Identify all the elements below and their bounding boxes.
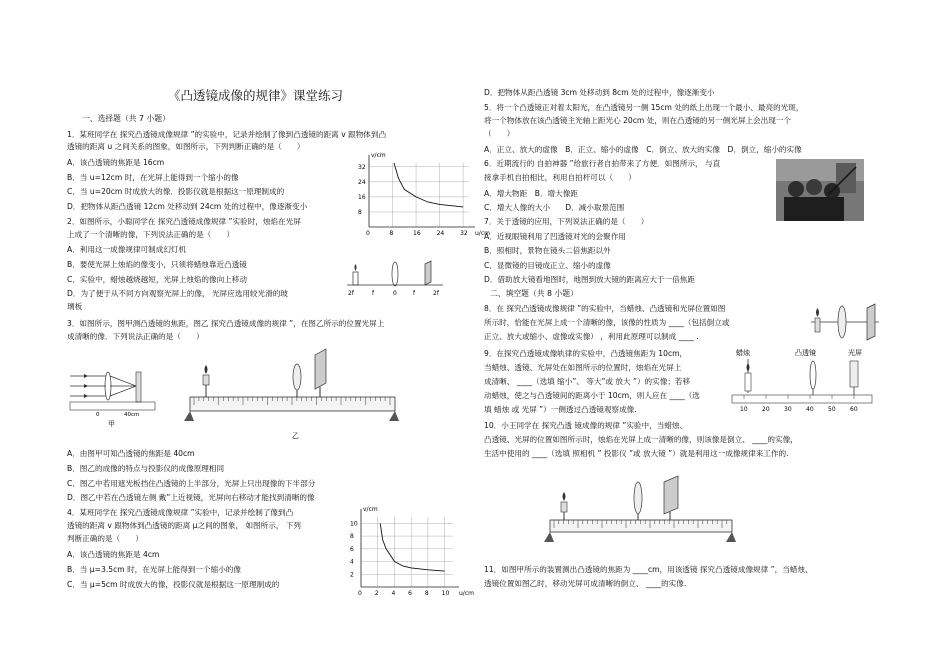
q9-line: 成清晰、 ____（选填 缩小”、 等大”或 放大 ”）的实像；若移 (484, 377, 691, 386)
y-axis-label: v/cm (371, 152, 386, 159)
svg-text:2f: 2f (348, 290, 354, 297)
q5-line: 将一个物体放在该凸透镜主光轴上距光心 20cm 处，则在凸透镜的另一侧光屏上会出现一个 (484, 116, 792, 125)
q8-figure (807, 300, 882, 342)
x-tick-label: 6 (408, 590, 413, 597)
section-fill-heading: 二、填空题（共 8 小题） (490, 289, 578, 298)
q11-line: 11．如图甲所示的装置测出凸透镜的焦距为 ____cm，用该透镜 探究凸透镜成像规律 ”，当蜡烛、 (484, 565, 813, 574)
y-tick-label: 8 (358, 208, 362, 216)
q8-line: 正立、放大或缩小、虚像或实像） ，利用此原理可以制成 ____ . (484, 332, 699, 341)
q5-line: 5．将一个凸透镜正对着太阳光，在凸透镜另一侧 15cm 处的纸上出现一个最小、最亮的光斑， (484, 103, 804, 112)
y-tick-label: 32 (358, 163, 366, 171)
q2-option: 璃板 (67, 302, 83, 311)
q4-option: B．当 μ=3.5cm 时，在光屏上能得到一个缩小的像 (67, 565, 241, 574)
ruler-start-label: 0 (96, 412, 100, 418)
q7-option: C．显微镜的目镜成正立、缩小的虚像 (484, 261, 611, 270)
q4-option-d: D．把物体从距凸透镜 3cm 处移动到 8cm 处的过程中，像逐渐变小 (484, 88, 715, 97)
q6-option: C．增大人像的大小 D．减小取景范围 (484, 203, 625, 212)
q3-line: 3．如图所示，图甲测凸透镜的焦距，图乙 探究凸透镜成像的规律 ”，在图乙所示的位置光屏上 (67, 319, 385, 328)
q10-line: 10．小王同学在 探究凸透 镜成像的规律 ”实验中，当蜡烛、 (484, 421, 688, 430)
ruler-tick-label: 50 (828, 406, 836, 413)
x-tick-label: 16 (413, 230, 421, 237)
x-tick-label: 10 (441, 590, 450, 597)
x-tick-label: 8 (389, 230, 394, 237)
svg-text:f: f (372, 290, 375, 297)
q1-graph (355, 152, 490, 240)
ruler-tick-label: 10 (740, 406, 748, 413)
q4-line: 透镜的距离 v 跟物体到凸透镜的距离 μ之间的图象， 如图所示， 下列 (67, 521, 302, 530)
x-tick-label: 8 (424, 590, 429, 597)
q3-figure-yi (180, 345, 405, 445)
screen-label: 光屏 (848, 349, 862, 357)
q2-option: A．利用这一成像规律可制成幻灯机 (67, 245, 187, 254)
ruler-tick-label: 60 (850, 406, 858, 413)
q9-line: 填 蜡烛 或 光屏 ”）一侧透过凸透镜观察成像. (484, 405, 637, 414)
q11-line: 透镜位置如图乙时，移动光屏可成清晰的倒立、 ____的实像. (484, 579, 687, 588)
ruler-tick-label: 20 (762, 406, 770, 413)
q2-line: 2．如图所示，小聪同学在 探究凸透镜成像规律 ”实验时，烛焰在光屏 (67, 217, 301, 226)
q2-figure (345, 252, 445, 297)
y-tick-label: 24 (358, 178, 366, 186)
q6-line: 接拿手机自拍相比，利用自拍杆可以（ ） (484, 173, 636, 182)
page-title: 《凸透镜成像的规律》课堂练习 (168, 88, 344, 103)
section-choice-heading: 一、选择题（共 7 小题） (82, 114, 170, 123)
q3-line: 成清晰的像．下列说法正确的是（ ） (67, 332, 204, 341)
q10-line: 生活中使用的 ____（选填 照相机 ” 投影仪 ”或 放大镜 ”）就是利用这一成像规律来工作的. (484, 449, 789, 458)
ruler-tick-label: 30 (784, 406, 792, 413)
q1-option: A．该凸透镜的焦距是 16cm (67, 158, 165, 167)
candle-label: 蜡烛 (736, 349, 750, 357)
svg-text:0: 0 (393, 290, 397, 297)
q8-line: 8．在 探究凸透镜成像规律 ”的实验中，当蜡烛、凸透镜和光屏位置如图 (484, 304, 726, 313)
q2-line: 上成了一个清晰的像，下列说法正确的是（ ） (67, 230, 235, 239)
q7-option: D．借助放大镜看地图时，地图到放大镜的距离应大于一倍焦距 (484, 275, 695, 284)
q1-option: D．把物体从距凸透镜 12cm 处移动到 24cm 处的过程中，像逐渐变小 (67, 202, 308, 211)
x-tick-label: 0 (366, 230, 370, 237)
x-tick-label: 32 (460, 230, 468, 237)
lens-label: 凸透镜 (795, 349, 816, 357)
q6-option: A．增大物距 B．增大像距 (484, 189, 578, 198)
data-curve (394, 163, 463, 207)
q1-line: 透镜的距离 u 之间关系的图象，如图所示，下列判断正确的是（ ） (67, 142, 305, 151)
ruler-tick-label: 40 (806, 406, 814, 413)
q2-option: B．要使光屏上烛焰的像变小，只须将蜡烛靠近凸透镜 (67, 260, 247, 269)
fig-yi-label: 乙 (292, 432, 299, 440)
y-tick-label: 8 (350, 533, 354, 541)
q7-option: B．照相时，景物在镜头二倍焦距以外 (484, 246, 611, 255)
x-axis-label: u/cm (459, 590, 474, 597)
q9-figure (730, 345, 875, 415)
q7-line: 7．关于透镜的应用，下列说法正确的是（ ） (484, 217, 649, 226)
q8-line: 所示时，恰能在光屏上成一个清晰的像，该像的性质为 ____（包括倒立或 (484, 318, 730, 327)
y-tick-label: 16 (358, 193, 366, 201)
x-tick-label: 2 (374, 590, 379, 597)
q10-figure (540, 478, 740, 550)
q1-option: B．当 u=12cm 时，在光屏上能得到一个缩小的像 (67, 173, 239, 182)
q4-option: A．该凸透镜的焦距是 4cm (67, 550, 160, 559)
q4-graph (345, 505, 474, 600)
y-tick-label: 2 (350, 571, 354, 579)
x-tick-label: 24 (436, 230, 445, 237)
data-curve (380, 523, 444, 571)
x-axis-label: u/cm (475, 230, 490, 237)
q7-option: A．近视眼镜利用了凹透镜对光的会聚作用 (484, 232, 626, 241)
q4-line: 判断正确的是（ ） (67, 534, 143, 543)
q3-option: C．图乙中若用遮光板挡住凸透镜的上半部分，光屏上只出现像的下半部分 (67, 479, 316, 488)
x-tick-label: 4 (391, 590, 396, 597)
q3-option: B．图乙的成像的特点与投影仪的成像原理相同 (67, 464, 225, 473)
y-tick-label: 6 (350, 545, 354, 553)
fig-jia-label: 甲 (108, 420, 115, 428)
q5-line: （ ） (484, 129, 515, 138)
q10-line: 凸透镜、光屏的位置如图所示时，烛焰在光屏上成一清晰的像，则该像是倒立、 ____的实像， (484, 435, 798, 444)
y-tick-label: 4 (350, 558, 354, 566)
q1-option: C．当 u=20cm 时成放大的像．投影仪就是根据这一原理制成的 (67, 187, 285, 196)
q2-option: D．为了便于从不同方向观察光屏上的像， 光屏应选用较光滑的玻 (67, 289, 288, 298)
q4-option: C．当 μ=5cm 时成放大的像，投影仪就是根据这一原理制成的 (67, 580, 280, 589)
q5-options: A．正立、放大的虚像 B．正立、缩小的虚像 C．倒立、放大的实像 D．倒立，缩小的实像 (484, 145, 802, 154)
q2-option: C．实验中，蜡烛越烧越短，光屏上烛焰的像向上移动 (67, 275, 247, 284)
ruler-end-label: 40cm (124, 412, 140, 418)
x-tick-label: 0 (358, 590, 362, 597)
q6-line: 6．近期流行的 自拍神器 ”给旅行者自拍带来了方便．如图所示， 与直 (484, 159, 721, 168)
q1-line: 1．某班同学在 探究凸透镜成像规律 ”的实验中，记录并绘制了像到凸透镜的距离 v 跟物体到凸 (67, 130, 387, 139)
q9-line: 9．在探究凸透镜成像轨律的实验中，凸透镜焦距为 10cm， (484, 349, 688, 358)
q3-figure-jia (66, 358, 161, 428)
q3-option: A．由图甲可知凸透镜的焦距是 40cm (67, 449, 195, 458)
q4-line: 4．某班同学在 探究凸透镜成像规律 ”实验中，记录并绘制了像到凸 (67, 508, 294, 517)
svg-text:2f: 2f (433, 290, 439, 297)
svg-text:f: f (413, 290, 416, 297)
q3-option: D．图乙中若在凸透镜左侧 戴”上近视镜，光屏向右移动才能找到清晰的像 (67, 493, 315, 502)
y-axis-label: v/cm (363, 506, 378, 513)
q9-line: 动蜡烛，使之与凸透镜间的距离小于 10cm，则人应在 ____（选 (484, 391, 700, 400)
q9-line: 当蜡烛、透镜、光屏处在如图所示的位置时，烛焰在光屏上 (484, 363, 682, 372)
selfie-photo (776, 159, 864, 221)
y-tick-label: 10 (350, 520, 358, 528)
